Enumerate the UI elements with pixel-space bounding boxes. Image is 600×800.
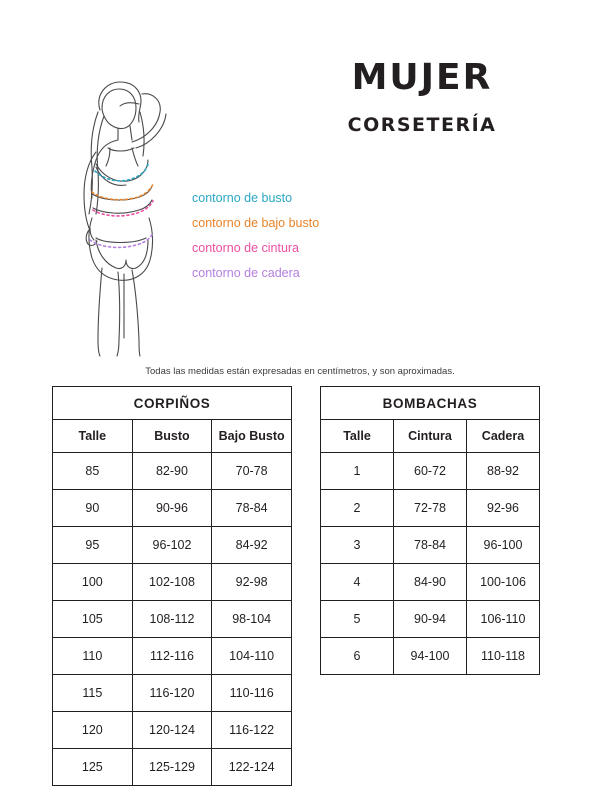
female-body-figure-icon [40,68,210,358]
cell-talle: 125 [53,749,133,786]
table-title-row [53,387,292,420]
corpinos-col-busto: Busto [132,420,212,453]
cell-busto: 112-116 [132,638,212,675]
table-row [53,749,292,786]
cell-talle: 95 [53,527,133,564]
cell-cintura: 78-84 [394,527,467,564]
cell-busto: 102-108 [132,564,212,601]
cell-bajo-busto: 70-78 [212,453,292,490]
legend-cadera: contorno de cadera [192,266,300,280]
cell-cintura: 90-94 [394,601,467,638]
bombachas-col-talle: Talle [321,420,394,453]
table-row [53,490,292,527]
page-title: MUJER [351,57,493,98]
cell-busto: 96-102 [132,527,212,564]
bombachas-table [320,386,540,675]
cell-busto: 82-90 [132,453,212,490]
cell-bajo-busto: 104-110 [212,638,292,675]
table-row [53,601,292,638]
table-header-row [53,420,292,453]
corpinos-col-bajo-busto: Bajo Busto [212,420,292,453]
table-row [53,638,292,675]
legend-bajo-busto: contorno de bajo busto [192,216,320,230]
cell-busto: 108-112 [132,601,212,638]
cell-talle: 110 [53,638,133,675]
cell-bajo-busto: 122-124 [212,749,292,786]
cell-bajo-busto: 84-92 [212,527,292,564]
page-subtitle: CORSETERÍA [347,113,497,136]
cell-bajo-busto: 116-122 [212,712,292,749]
table-header-row [321,420,540,453]
cell-bajo-busto: 92-98 [212,564,292,601]
cell-talle: 2 [321,490,394,527]
cell-talle: 5 [321,601,394,638]
table-row [53,453,292,490]
cell-talle: 85 [53,453,133,490]
corpinos-table-wrap [52,386,292,786]
corpinos-table-title: CORPIÑOS [53,387,292,420]
table-row [321,453,540,490]
table-row [321,490,540,527]
cell-talle: 105 [53,601,133,638]
cell-cintura: 84-90 [394,564,467,601]
cell-cintura: 72-78 [394,490,467,527]
table-row [321,564,540,601]
cell-cadera: 96-100 [467,527,540,564]
cell-talle: 115 [53,675,133,712]
cell-talle: 100 [53,564,133,601]
cell-bajo-busto: 98-104 [212,601,292,638]
bombachas-col-cadera: Cadera [467,420,540,453]
table-row [321,527,540,564]
cell-busto: 90-96 [132,490,212,527]
cell-bajo-busto: 110-116 [212,675,292,712]
cell-cadera: 100-106 [467,564,540,601]
cell-talle: 120 [53,712,133,749]
table-row [321,638,540,675]
bombachas-table-wrap [320,386,540,675]
corpinos-col-talle: Talle [53,420,133,453]
bombachas-col-cintura: Cintura [394,420,467,453]
legend-cintura: contorno de cintura [192,241,300,255]
title-block [302,58,542,136]
cell-busto: 125-129 [132,749,212,786]
cell-cintura: 60-72 [394,453,467,490]
header [0,0,600,360]
legend-busto: contorno de busto [192,191,293,205]
cell-busto: 120-124 [132,712,212,749]
cell-cadera: 106-110 [467,601,540,638]
cell-talle: 3 [321,527,394,564]
cell-cadera: 88-92 [467,453,540,490]
cell-talle: 4 [321,564,394,601]
corpinos-table [52,386,292,786]
measurements-note: Todas las medidas están expresadas en centímetros, y son aproximadas. [145,366,455,377]
cell-bajo-busto: 78-84 [212,490,292,527]
cell-talle: 1 [321,453,394,490]
cell-talle: 90 [53,490,133,527]
cell-cintura: 94-100 [394,638,467,675]
table-row [53,527,292,564]
table-title-row [321,387,540,420]
cell-cadera: 92-96 [467,490,540,527]
cell-cadera: 110-118 [467,638,540,675]
bombachas-table-title: BOMBACHAS [321,387,540,420]
table-row [53,564,292,601]
table-row [53,675,292,712]
cell-busto: 116-120 [132,675,212,712]
table-row [53,712,292,749]
cell-talle: 6 [321,638,394,675]
table-row [321,601,540,638]
measurement-legend [192,186,422,286]
